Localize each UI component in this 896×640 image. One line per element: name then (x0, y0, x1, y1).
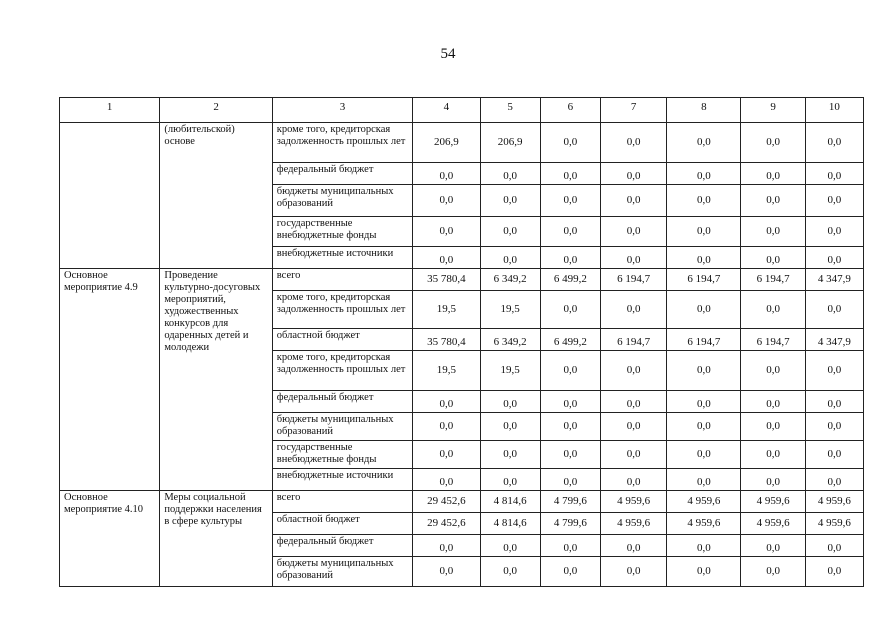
value-cell: 6 194,7 (667, 329, 741, 351)
funding-source-cell: кроме того, кредиторская задолженность прошлых лет (272, 351, 413, 391)
value-cell: 0,0 (540, 535, 600, 557)
value-cell: 6 349,2 (480, 269, 540, 291)
value-cell: 0,0 (600, 185, 666, 217)
value-cell: 0,0 (741, 185, 805, 217)
value-cell: 4 959,6 (741, 513, 805, 535)
funding-source-cell: кроме того, кредиторская задолженность прошлых лет (272, 291, 413, 329)
value-cell: 6 499,2 (540, 329, 600, 351)
value-cell: 0,0 (413, 413, 480, 441)
activity-code-cell (60, 123, 160, 269)
value-cell: 6 194,7 (600, 329, 666, 351)
column-header: 1 (60, 98, 160, 123)
value-cell: 0,0 (540, 351, 600, 391)
value-cell: 0,0 (741, 123, 805, 163)
value-cell: 0,0 (667, 217, 741, 247)
funding-source-cell: государственные внебюджетные фонды (272, 441, 413, 469)
value-cell: 0,0 (480, 163, 540, 185)
funding-source-cell: бюджеты муниципальных образований (272, 185, 413, 217)
funding-source-cell: всего (272, 269, 413, 291)
value-cell: 4 959,6 (667, 513, 741, 535)
table-body (60, 123, 864, 587)
value-cell: 29 452,6 (413, 513, 480, 535)
value-cell: 0,0 (540, 557, 600, 587)
value-cell: 0,0 (805, 291, 863, 329)
value-cell: 0,0 (741, 535, 805, 557)
value-cell: 0,0 (540, 217, 600, 247)
value-cell: 0,0 (805, 247, 863, 269)
value-cell: 6 499,2 (540, 269, 600, 291)
value-cell: 0,0 (667, 469, 741, 491)
value-cell: 0,0 (540, 291, 600, 329)
value-cell: 4 959,6 (805, 513, 863, 535)
value-cell: 0,0 (540, 413, 600, 441)
value-cell: 0,0 (413, 163, 480, 185)
value-cell: 4 959,6 (741, 491, 805, 513)
activity-name-cell: Меры социальной поддержки населения в сфере культуры (160, 491, 272, 587)
funding-source-cell: областной бюджет (272, 513, 413, 535)
column-header: 10 (805, 98, 863, 123)
value-cell: 19,5 (480, 291, 540, 329)
value-cell: 0,0 (741, 441, 805, 469)
value-cell: 206,9 (413, 123, 480, 163)
value-cell: 0,0 (413, 441, 480, 469)
value-cell: 0,0 (413, 247, 480, 269)
value-cell: 0,0 (805, 441, 863, 469)
value-cell: 0,0 (600, 535, 666, 557)
value-cell: 0,0 (805, 123, 863, 163)
value-cell: 0,0 (480, 441, 540, 469)
value-cell: 0,0 (741, 469, 805, 491)
value-cell: 0,0 (600, 557, 666, 587)
value-cell: 0,0 (667, 413, 741, 441)
value-cell: 0,0 (540, 441, 600, 469)
value-cell: 4 814,6 (480, 491, 540, 513)
table-row (60, 269, 864, 291)
value-cell: 4 799,6 (540, 513, 600, 535)
value-cell: 0,0 (540, 163, 600, 185)
value-cell: 0,0 (540, 247, 600, 269)
value-cell: 0,0 (667, 557, 741, 587)
value-cell: 0,0 (805, 185, 863, 217)
value-cell: 0,0 (480, 217, 540, 247)
value-cell: 0,0 (805, 217, 863, 247)
funding-source-cell: внебюджетные источники (272, 247, 413, 269)
value-cell: 0,0 (413, 391, 480, 413)
value-cell: 4 959,6 (600, 491, 666, 513)
funding-source-cell: федеральный бюджет (272, 163, 413, 185)
value-cell: 4 959,6 (667, 491, 741, 513)
value-cell: 6 194,7 (741, 329, 805, 351)
budget-table (59, 97, 864, 587)
value-cell: 0,0 (480, 535, 540, 557)
column-header: 3 (272, 98, 413, 123)
value-cell: 0,0 (480, 413, 540, 441)
value-cell: 0,0 (600, 351, 666, 391)
value-cell: 6 194,7 (600, 269, 666, 291)
activity-name-cell: Проведение культурно-досуговых мероприятий, художественных конкурсов для одаренных детей и молодежи (160, 269, 272, 491)
value-cell: 0,0 (667, 441, 741, 469)
value-cell: 19,5 (413, 351, 480, 391)
value-cell: 0,0 (741, 247, 805, 269)
value-cell: 0,0 (480, 557, 540, 587)
value-cell: 4 347,9 (805, 329, 863, 351)
value-cell: 0,0 (600, 123, 666, 163)
funding-source-cell: федеральный бюджет (272, 391, 413, 413)
value-cell: 0,0 (600, 247, 666, 269)
value-cell: 19,5 (413, 291, 480, 329)
value-cell: 0,0 (741, 391, 805, 413)
value-cell: 0,0 (480, 469, 540, 491)
value-cell: 19,5 (480, 351, 540, 391)
table-header-row (60, 98, 864, 123)
value-cell: 4 347,9 (805, 269, 863, 291)
value-cell: 0,0 (480, 247, 540, 269)
funding-source-cell: всего (272, 491, 413, 513)
value-cell: 0,0 (667, 391, 741, 413)
value-cell: 0,0 (540, 391, 600, 413)
value-cell: 0,0 (667, 535, 741, 557)
value-cell: 0,0 (413, 185, 480, 217)
funding-source-cell: государственные внебюджетные фонды (272, 217, 413, 247)
value-cell: 6 194,7 (667, 269, 741, 291)
value-cell: 4 959,6 (805, 491, 863, 513)
table-row (60, 123, 864, 163)
value-cell: 0,0 (413, 469, 480, 491)
table-row (60, 491, 864, 513)
value-cell: 0,0 (741, 557, 805, 587)
value-cell: 0,0 (413, 557, 480, 587)
value-cell: 0,0 (741, 351, 805, 391)
value-cell: 0,0 (540, 185, 600, 217)
activity-name-cell: (любительской) основе (160, 123, 272, 269)
value-cell: 206,9 (480, 123, 540, 163)
column-header: 5 (480, 98, 540, 123)
funding-source-cell: кроме того, кредиторская задолженность прошлых лет (272, 123, 413, 163)
value-cell: 4 799,6 (540, 491, 600, 513)
value-cell: 0,0 (600, 163, 666, 185)
value-cell: 0,0 (667, 185, 741, 217)
value-cell: 0,0 (805, 163, 863, 185)
value-cell: 0,0 (600, 469, 666, 491)
funding-source-cell: внебюджетные источники (272, 469, 413, 491)
value-cell: 0,0 (805, 351, 863, 391)
value-cell: 0,0 (413, 217, 480, 247)
activity-code-cell: Основное мероприятие 4.9 (60, 269, 160, 491)
value-cell: 0,0 (600, 217, 666, 247)
funding-source-cell: бюджеты муниципальных образований (272, 413, 413, 441)
column-header: 4 (413, 98, 480, 123)
value-cell: 0,0 (667, 247, 741, 269)
value-cell: 35 780,4 (413, 269, 480, 291)
value-cell: 0,0 (805, 469, 863, 491)
column-header: 7 (600, 98, 666, 123)
column-header: 6 (540, 98, 600, 123)
value-cell: 29 452,6 (413, 491, 480, 513)
value-cell: 35 780,4 (413, 329, 480, 351)
value-cell: 4 959,6 (600, 513, 666, 535)
value-cell: 0,0 (667, 351, 741, 391)
value-cell: 0,0 (741, 291, 805, 329)
value-cell: 0,0 (741, 217, 805, 247)
column-header: 9 (741, 98, 805, 123)
value-cell: 0,0 (667, 291, 741, 329)
value-cell: 0,0 (805, 535, 863, 557)
activity-code-cell: Основное мероприятие 4.10 (60, 491, 160, 587)
value-cell: 0,0 (600, 441, 666, 469)
value-cell: 0,0 (480, 391, 540, 413)
funding-source-cell: областной бюджет (272, 329, 413, 351)
funding-source-cell: федеральный бюджет (272, 535, 413, 557)
value-cell: 0,0 (805, 413, 863, 441)
value-cell: 0,0 (540, 469, 600, 491)
column-header: 2 (160, 98, 272, 123)
value-cell: 0,0 (741, 413, 805, 441)
value-cell: 0,0 (600, 291, 666, 329)
page-number: 54 (440, 46, 456, 62)
value-cell: 0,0 (805, 557, 863, 587)
value-cell: 0,0 (741, 163, 805, 185)
value-cell: 0,0 (540, 123, 600, 163)
value-cell: 6 194,7 (741, 269, 805, 291)
value-cell: 0,0 (805, 391, 863, 413)
value-cell: 0,0 (667, 123, 741, 163)
value-cell: 0,0 (413, 535, 480, 557)
value-cell: 0,0 (480, 185, 540, 217)
funding-source-cell: бюджеты муниципальных образований (272, 557, 413, 587)
value-cell: 0,0 (600, 413, 666, 441)
value-cell: 6 349,2 (480, 329, 540, 351)
value-cell: 4 814,6 (480, 513, 540, 535)
value-cell: 0,0 (667, 163, 741, 185)
column-header: 8 (667, 98, 741, 123)
value-cell: 0,0 (600, 391, 666, 413)
